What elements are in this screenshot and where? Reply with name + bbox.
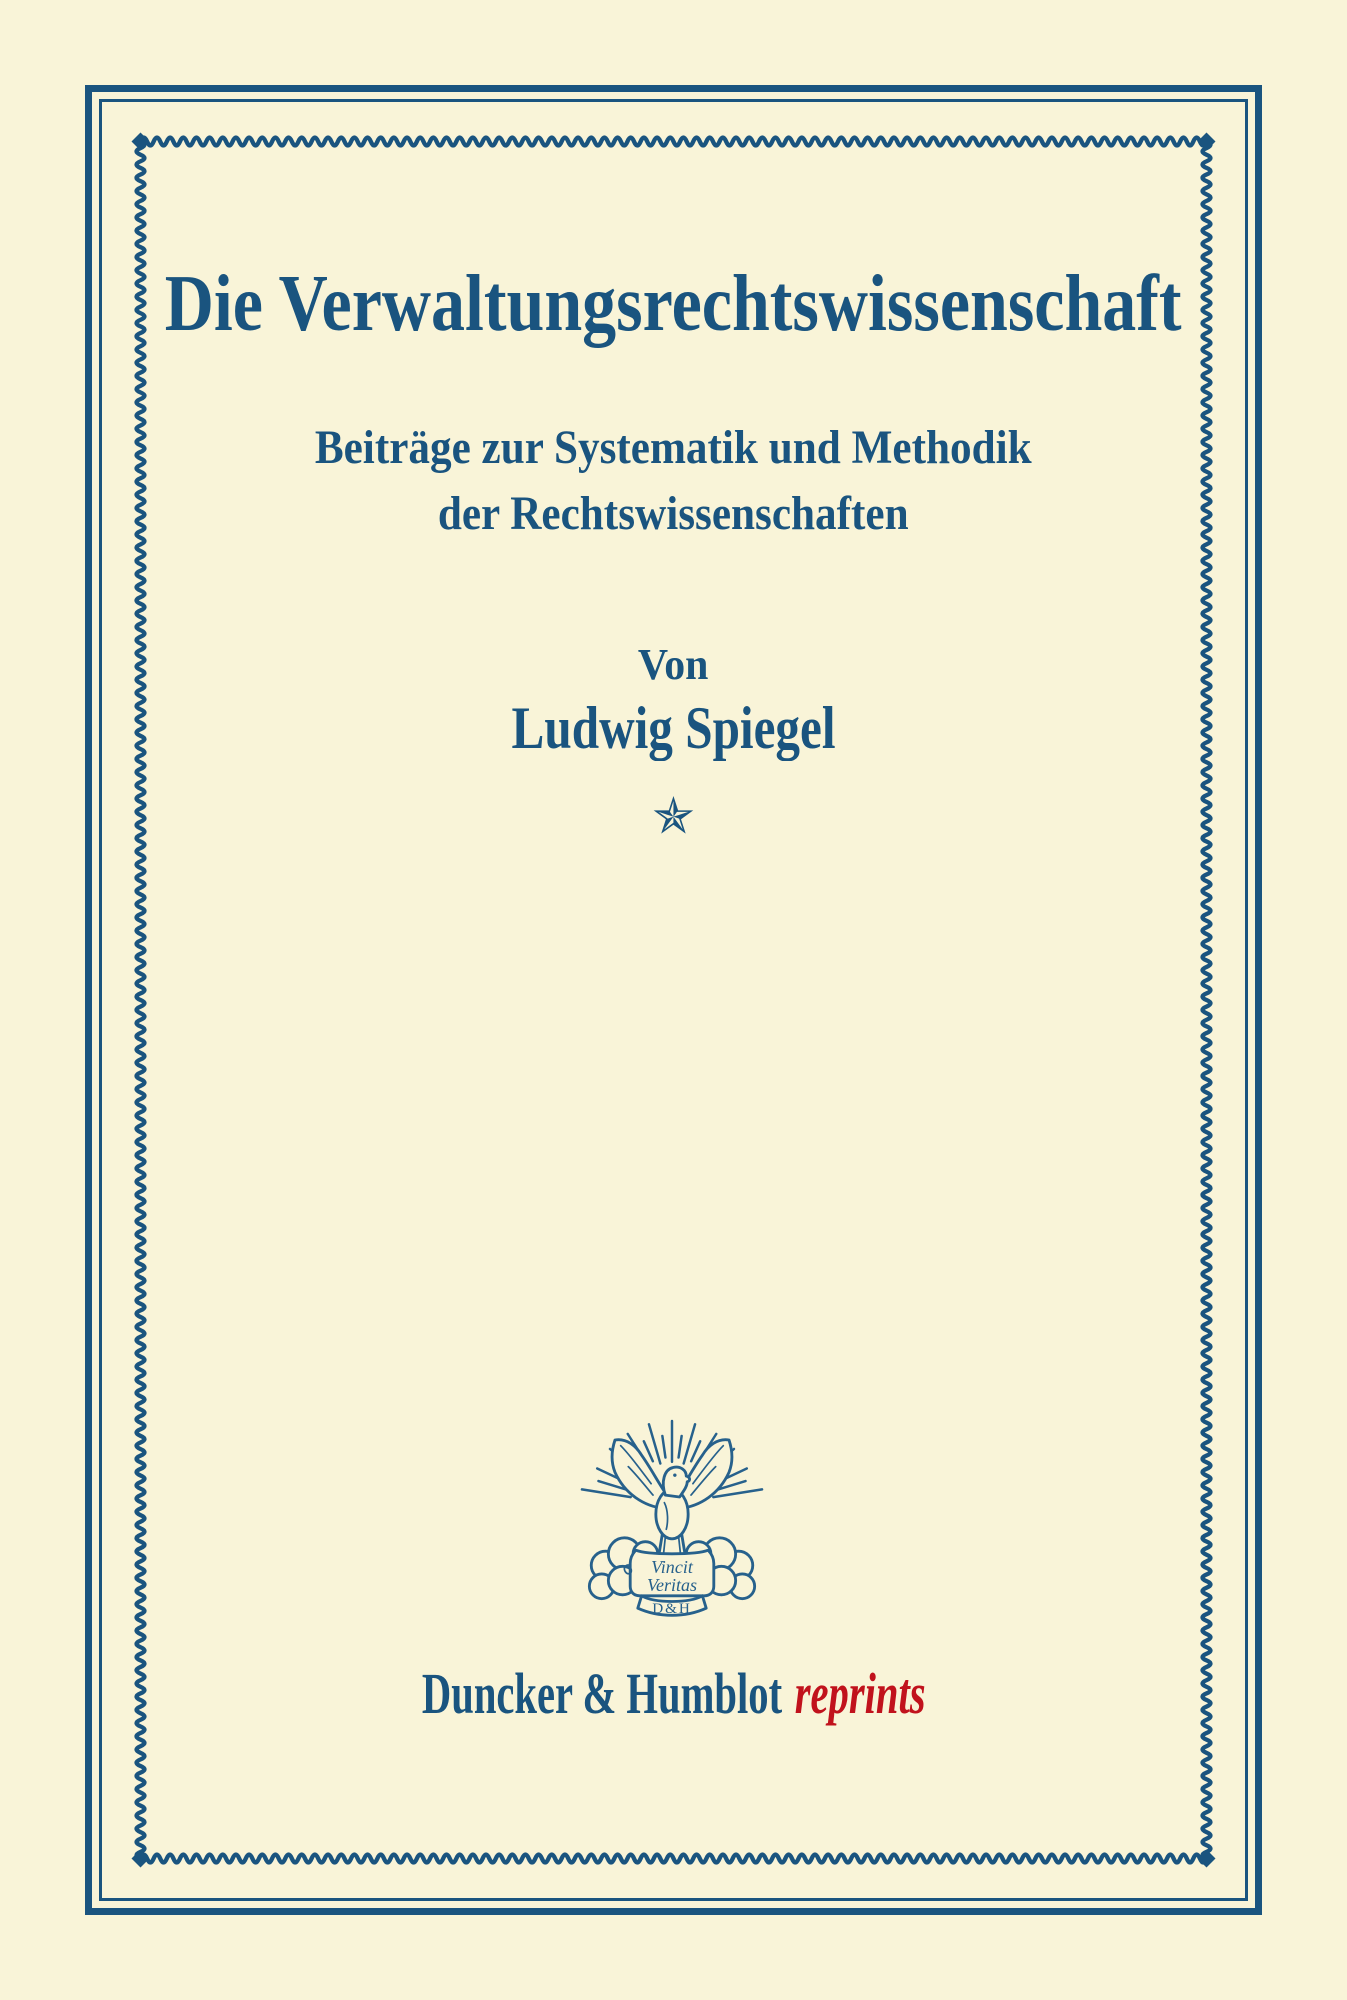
book-title-text: Die Verwaltungsrechtswissenschaft	[165, 260, 1182, 348]
byline-label: Von	[638, 640, 709, 689]
motto-line-1: Vincit	[651, 1557, 693, 1577]
motto-scroll	[624, 1550, 713, 1617]
book-title	[0, 260, 1347, 348]
publisher-line	[0, 1661, 1347, 1726]
publisher-emblem-icon	[577, 1410, 767, 1622]
book-subtitle	[0, 415, 1347, 547]
star-ornament-icon: ✯	[652, 787, 695, 845]
border-corner-diamond	[1198, 1850, 1216, 1868]
subtitle-line-1: Beiträge zur Systematik und Methodik	[315, 421, 1032, 474]
publisher-monogram: D&H	[652, 1599, 692, 1617]
publisher-name: Duncker & Humblot	[421, 1661, 782, 1726]
border-corner-diamond	[132, 1850, 150, 1868]
border-corner-diamond	[132, 133, 150, 151]
author-name: Ludwig Spiegel	[511, 695, 836, 761]
subtitle-line-2: der Rechtswissenschaften	[438, 487, 909, 540]
inner-rule-border	[99, 99, 1248, 1901]
motto-line-2: Veritas	[646, 1575, 698, 1596]
border-corner-diamond	[1198, 133, 1216, 151]
publisher-series-label: reprints	[794, 1661, 926, 1726]
outer-rule-border	[85, 85, 1262, 1915]
